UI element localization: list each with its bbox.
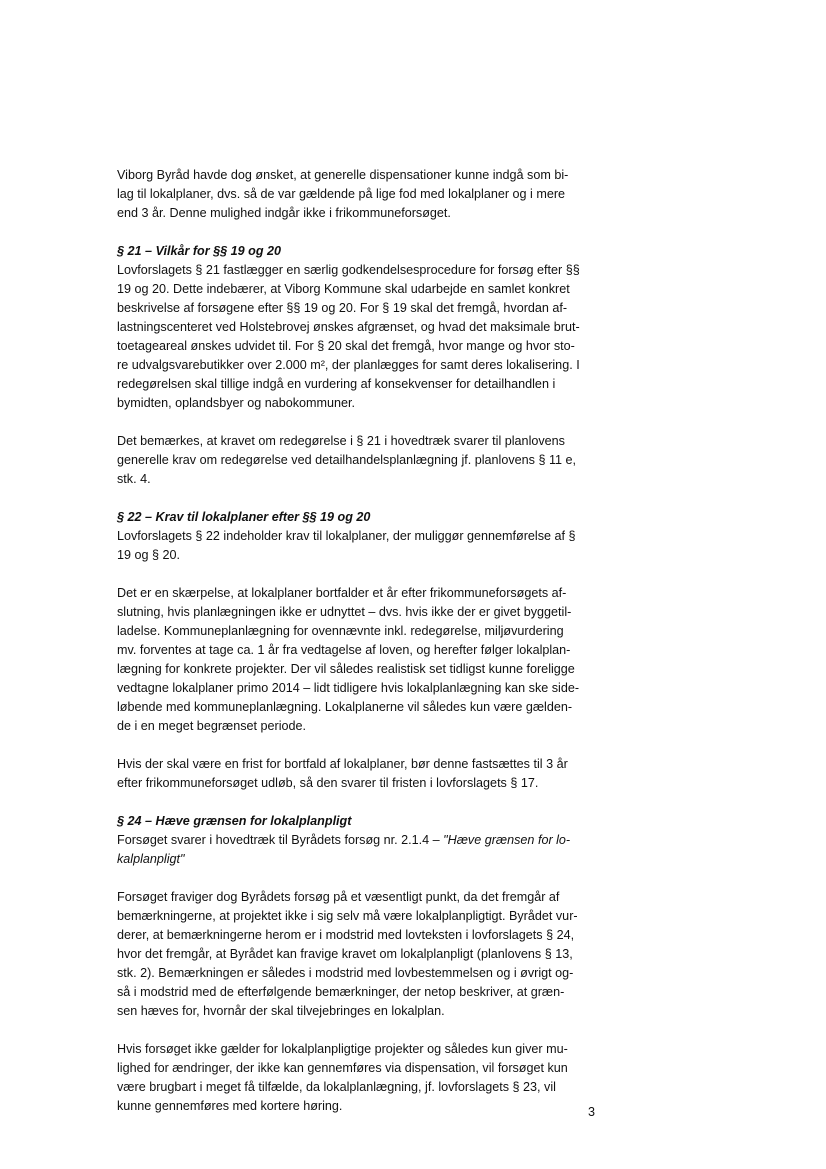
text-line: mv. forventes at tage ca. 1 år fra vedtagelse af loven, og herefter følger lokalplan- (117, 643, 571, 657)
text-line: Det bemærkes, at kravet om redegørelse i § 21 i hovedtræk svarer til planlovens (117, 434, 565, 448)
quoted-title: "Hæve grænsen for lo- (443, 833, 571, 847)
text-segment: Forsøget svarer i hovedtræk til Byrådets forsøg nr. 2.1.4 – (117, 833, 444, 847)
text-line: slutning, hvis planlægningen ikke er udnyttet – dvs. hvis ikke der er givet byggetil- (117, 605, 572, 619)
text-line (117, 850, 597, 869)
text-line: sen hæves for, hvornår der skal tilvejebringes en lokalplan. (117, 1004, 445, 1018)
text-line (117, 831, 597, 850)
text-line: Viborg Byråd havde dog ønsket, at generelle dispensationer kunne indgå som bi- (117, 168, 569, 182)
text-line: beskrivelse af forsøgene efter §§ 19 og 20. For § 19 skal det fremgå, hvordan af- (117, 301, 568, 315)
section-heading-22: § 22 – Krav til lokalplaner efter §§ 19 og 20 (117, 510, 371, 524)
section-22-paragraph-2 (117, 584, 597, 736)
text-line: være brugbart i meget få tilfælde, da lokalplanlægning, jf. lovforslagets § 23, vil (117, 1080, 556, 1094)
text-line: derer, at bemærkningerne herom er i modstrid med lovteksten i lovforslagets § 24, (117, 928, 575, 942)
text-line: ladelse. Kommuneplanlægning for ovennævnte inkl. redegørelse, miljøvurdering (117, 624, 564, 638)
text-line: 19 og § 20. (117, 548, 181, 562)
section-21-paragraph-2 (117, 432, 597, 489)
text-line: lægning for konkrete projekter. Der vil således realistisk set tidligst kunne foreligge (117, 662, 575, 676)
text-line: Hvis forsøget ikke gælder for lokalplanpligtige projekter og således kun giver mu- (117, 1042, 568, 1056)
text-line: bemærkningerne, at projektet ikke i sig selv må være lokalplanpligtigt. Byrådet vur- (117, 909, 578, 923)
text-line: generelle krav om redegørelse ved detailhandelsplanlægning jf. planlovens § 11 e, (117, 453, 577, 467)
section-24-paragraph-3 (117, 1040, 597, 1116)
text-line: efter frikommuneforsøget udløb, så den svarer til fristen i lovforslagets § 17. (117, 776, 539, 790)
text-line: kunne gennemføres med kortere høring. (117, 1099, 343, 1113)
text-line: de i en meget begrænset periode. (117, 719, 307, 733)
text-line: end 3 år. Denne mulighed indgår ikke i frikommuneforsøget. (117, 206, 451, 220)
text-line: hvor det fremgår, at Byrådet kan fravige kravet om lokalplanpligt (planlovens § 13, (117, 947, 573, 961)
text-line: lighed for ændringer, der ikke kan gennemføres via dispensation, vil forsøget kun (117, 1061, 568, 1075)
text-line: re udvalgsvarebutikker over 2.000 m², der planlægges for samt deres lokalisering. I (117, 358, 580, 372)
text-line: løbende med kommuneplanlægning. Lokalplanerne vil således kun være gælden- (117, 700, 573, 714)
text-line: toetageareal ønskes udvidet til. For § 20 skal det fremgå, hvor mange og hvor sto- (117, 339, 575, 353)
text-line: Lovforslagets § 21 fastlægger en særlig godkendelsesprocedure for forsøg efter §§ (117, 263, 580, 277)
text-line: Det er en skærpelse, at lokalplaner bortfalder et år efter frikommuneforsøgets af- (117, 586, 567, 600)
section-24-paragraph-1 (117, 831, 597, 869)
section-heading-24: § 24 – Hæve grænsen for lokalplanpligt (117, 814, 352, 828)
text-line: lastningscenteret ved Holstebrovej ønskes afgrænset, og hvad det maksimale brut- (117, 320, 580, 334)
document-page (117, 166, 597, 1116)
text-line: lag til lokalplaner, dvs. så de var gældende på lige fod med lokalplaner og i mere (117, 187, 566, 201)
intro-paragraph (117, 166, 597, 223)
text-line: 19 og 20. Dette indebærer, at Viborg Kommune skal udarbejde en samlet konkret (117, 282, 570, 296)
section-22-paragraph-3 (117, 755, 597, 793)
text-line: bymidten, oplandsbyer og nabokommuner. (117, 396, 356, 410)
text-line: stk. 4. (117, 472, 151, 486)
text-line: vedtagne lokalplaner primo 2014 – lidt tidligere hvis lokalplanlægning kan ske side- (117, 681, 580, 695)
section-24-paragraph-2 (117, 888, 597, 1021)
section-21-paragraph-1 (117, 261, 597, 413)
section-heading-21: § 21 – Vilkår for §§ 19 og 20 (117, 244, 282, 258)
page-number: 3 (588, 1105, 596, 1119)
quoted-title: kalplanpligt" (117, 852, 185, 866)
text-line: stk. 2). Bemærkningen er således i modstrid med lovbestemmelsen og i øvrigt og- (117, 966, 574, 980)
text-line: Lovforslagets § 22 indeholder krav til lokalplaner, der muliggør gennemførelse af § (117, 529, 576, 543)
text-line: redegørelsen skal tillige indgå en vurdering af konsekvenser for detailhandlen i (117, 377, 556, 391)
text-line: så i modstrid med de efterfølgende bemærkninger, der netop beskriver, at græn- (117, 985, 565, 999)
text-line: Forsøget fraviger dog Byrådets forsøg på et væsentligt punkt, da det fremgår af (117, 890, 560, 904)
section-22-paragraph-1 (117, 527, 597, 565)
text-line: Hvis der skal være en frist for bortfald af lokalplaner, bør denne fastsættes til 3 år (117, 757, 568, 771)
